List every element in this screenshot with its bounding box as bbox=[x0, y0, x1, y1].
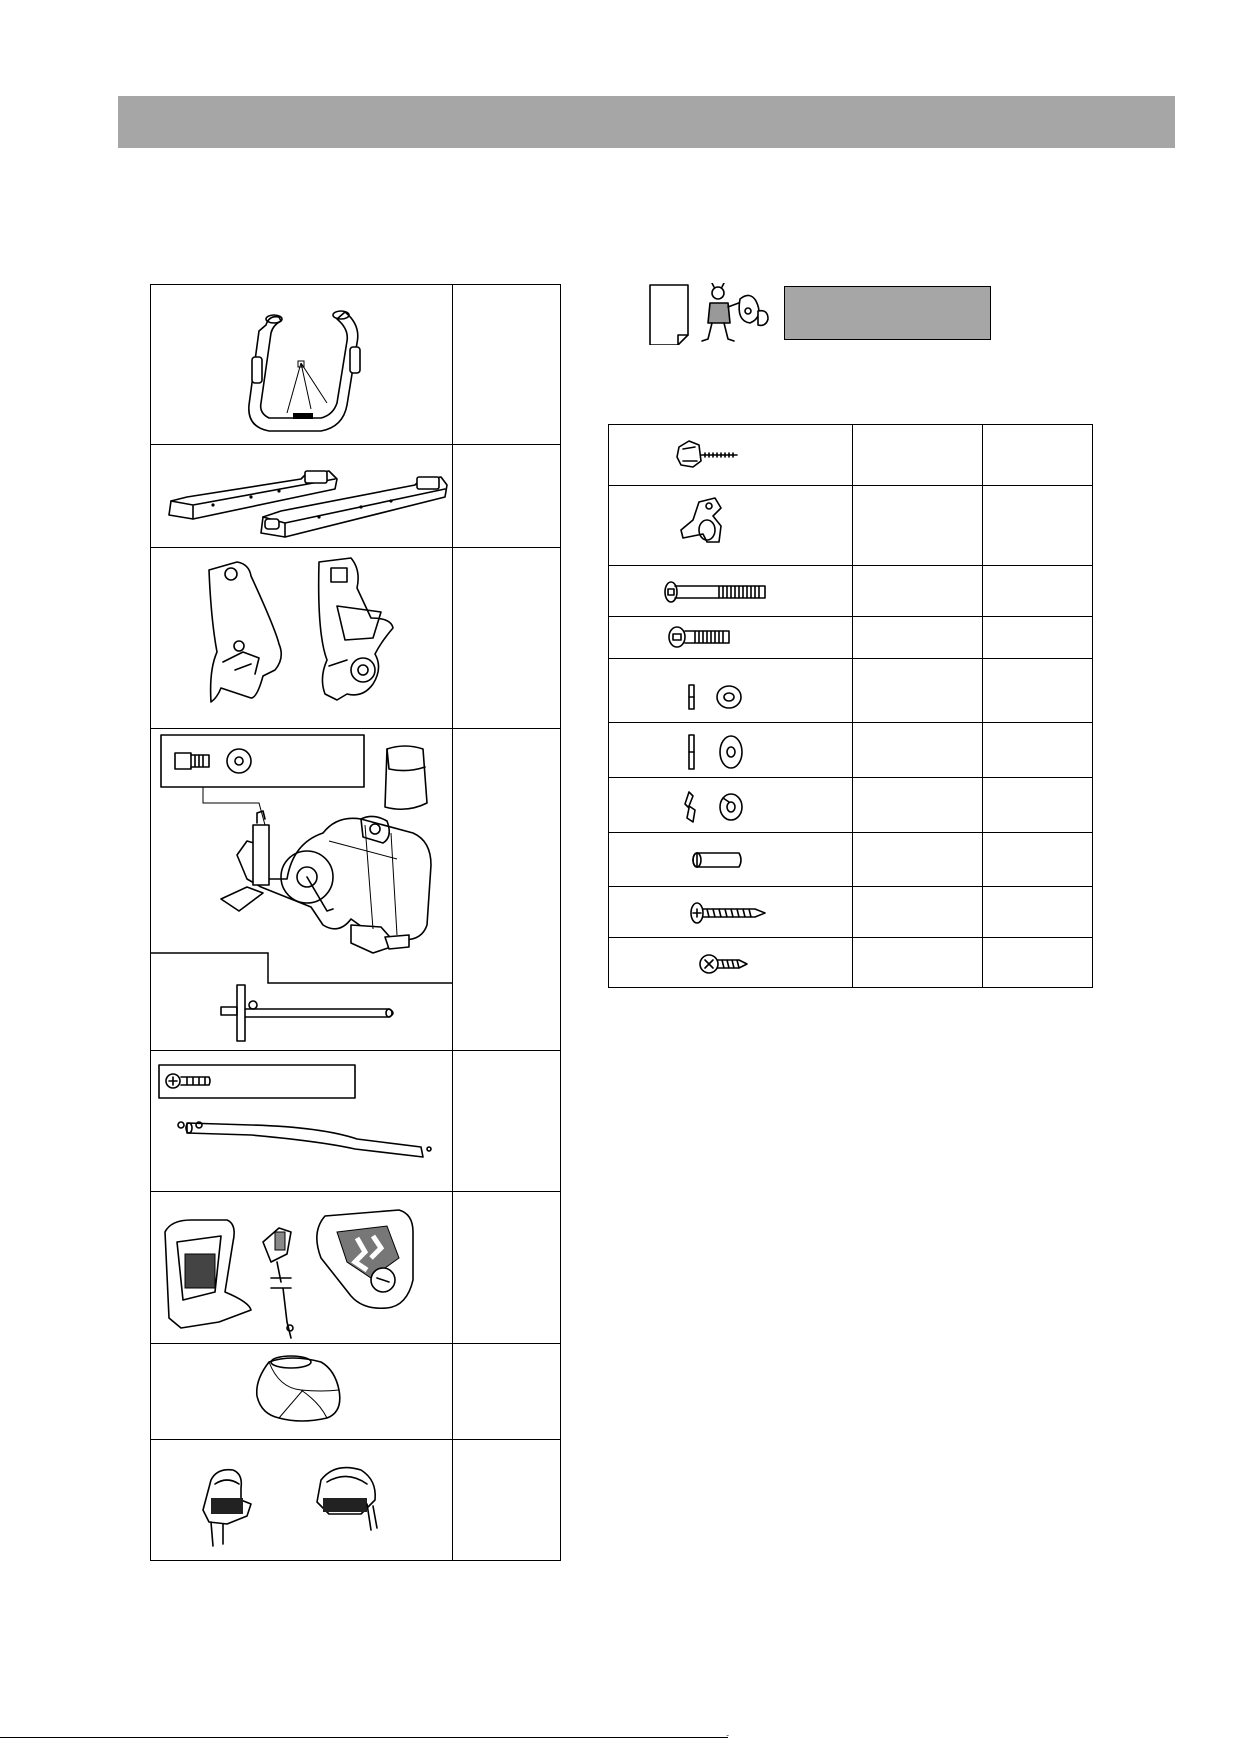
large-flat-washer-icon bbox=[609, 723, 849, 778]
parts-table bbox=[150, 284, 561, 1561]
short-hex-bolt-icon bbox=[609, 617, 849, 659]
hardware-row bbox=[609, 833, 1092, 887]
small-flat-washer-icon bbox=[609, 659, 849, 723]
spring-washer-icon bbox=[609, 778, 849, 833]
knob-bolt-icon bbox=[609, 425, 849, 485]
parts-row-handlebar-post bbox=[151, 1051, 560, 1192]
parts-row-pedals bbox=[151, 1440, 560, 1562]
hardware-table bbox=[608, 424, 1093, 988]
sleeve-icon bbox=[609, 833, 849, 887]
hardware-bag-label bbox=[784, 286, 991, 340]
hardware-row bbox=[609, 887, 1092, 938]
pedals-icon bbox=[151, 1440, 451, 1562]
long-screw-icon bbox=[609, 887, 849, 938]
saddle-icon bbox=[151, 1344, 451, 1440]
parts-row-seat-slider bbox=[151, 983, 560, 1051]
short-screw-icon bbox=[609, 938, 849, 989]
clamp-knob-icon bbox=[609, 486, 849, 566]
document-page-icon bbox=[650, 285, 688, 345]
hardware-row bbox=[609, 486, 1092, 566]
hardware-row bbox=[609, 723, 1092, 778]
long-hex-bolt-icon bbox=[609, 566, 849, 616]
hardware-bag-icons bbox=[648, 283, 778, 345]
parts-row-saddle bbox=[151, 1344, 560, 1440]
hardware-row bbox=[609, 938, 1092, 989]
hardware-row bbox=[609, 659, 1092, 723]
hardware-row bbox=[609, 617, 1092, 659]
header-bar bbox=[118, 96, 1175, 148]
footer-rule bbox=[0, 1737, 728, 1738]
console-adapter-icon bbox=[151, 1192, 451, 1344]
hardware-row bbox=[609, 425, 1092, 486]
hardware-row bbox=[609, 566, 1092, 617]
hardware-row bbox=[609, 778, 1092, 833]
seat-slider-icon bbox=[151, 983, 451, 1051]
handlebar-post-icon bbox=[151, 1051, 451, 1192]
figure-with-hardware-bag-icon bbox=[702, 283, 768, 341]
parts-row-console bbox=[151, 1192, 560, 1344]
footer-mark-icon: ᐨ bbox=[726, 1733, 730, 1742]
